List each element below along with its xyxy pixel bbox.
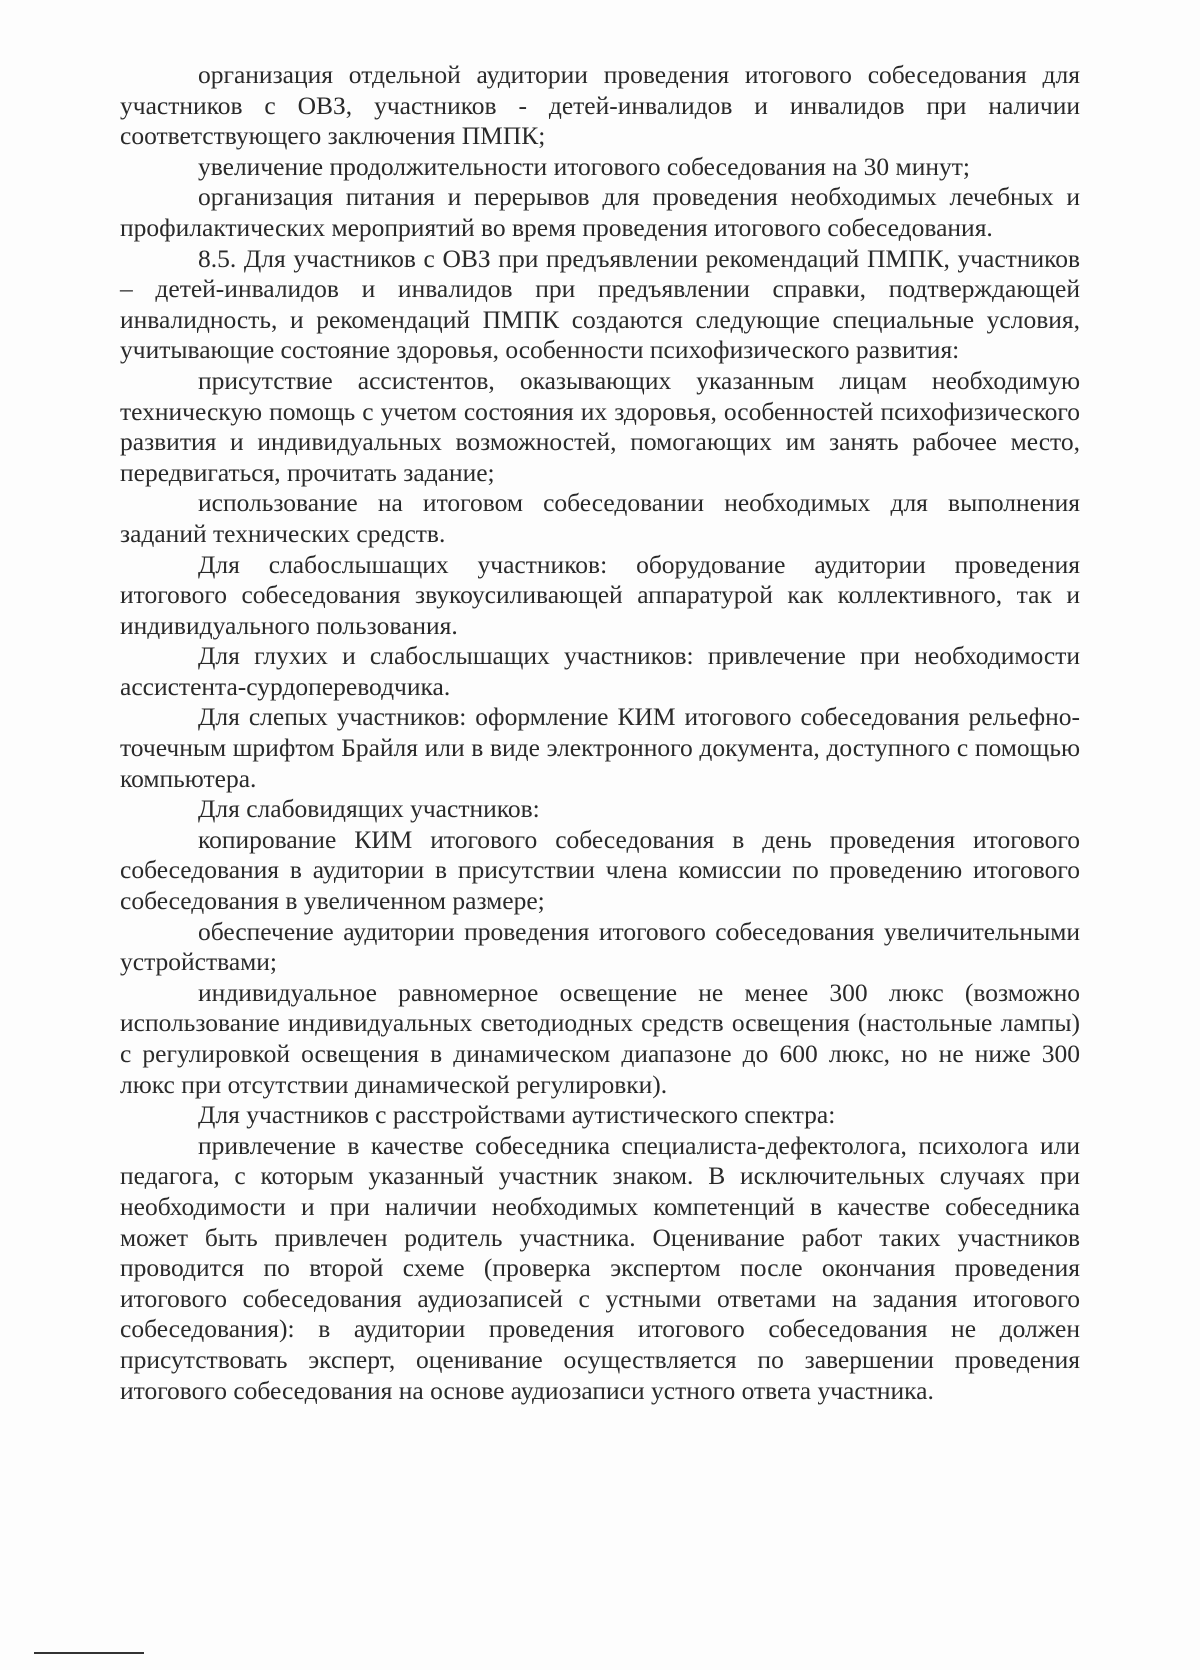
paragraph-autism-interlocutor: привлечение в качестве собеседника специалиста-дефектолога, психолога или педагога, с которым указанный участник знаком. В исключительных случаях при необходимости и при наличии необходимых компетенций в качестве собеседника может быть привлечен родитель участника. Оценивание работ таких участников проводится по второй схеме (проверка экспертом после окончания проведения итогового собеседования аудиозаписей с устными ответами на задания итогового собеседования): в аудитории проведения итогового собеседования не должен присутствовать эксперт, оценивание осуществляется по завершении проведения итогового собеседования на основе аудиозаписи устного ответа участника. xyxy=(120,1130,1080,1405)
paragraph-hard-of-hearing: Для слабослышащих участников: оборудование аудитории проведения итогового собеседования звукоусиливающей аппаратурой как коллективного, так и индивидуального пользования. xyxy=(120,549,1080,640)
paragraph-separate-room: организация отдельной аудитории проведения итогового собеседования для участников с ОВЗ, участников - детей-инвалидов и инвалидов при наличии соответствующего заключения ПМПК; xyxy=(120,60,1080,151)
paragraph-lighting: индивидуальное равномерное освещение не менее 300 люкс (возможно использование индивидуальных светодиодных средств освещения (настольные лампы) с регулировкой освещения в динамическом диапазоне до 600 люкс, но не ниже 300 люкс при отсутствии динамической регулировки). xyxy=(120,977,1080,1099)
paragraph-assistants: присутствие ассистентов, оказывающих указанным лицам необходимую техническую помощь с учетом состояния их здоровья, особенностей психофизического развития и индивидуальных возможностей, помогающих им занять рабочее место, передвигаться, прочитать задание; xyxy=(120,365,1080,487)
paragraph-technical-means: использование на итоговом собеседовании необходимых для выполнения заданий технических средств. xyxy=(120,488,1080,548)
paragraph-autism-heading: Для участников с расстройствами аутистического спектра: xyxy=(198,1100,836,1130)
paragraph-blind: Для слепых участников: оформление КИМ итогового собеседования рельефно-точечным шрифтом Брайля или в виде электронного документа, доступного с помощью компьютера. xyxy=(120,702,1080,793)
document-body xyxy=(120,60,1080,1406)
paragraph-magnifiers: обеспечение аудитории проведения итогового собеседования увеличительными устройствами; xyxy=(120,916,1080,977)
paragraph-copy-enlarged: копирование КИМ итогового собеседования в день проведения итогового собеседования в аудитории в присутствии члена комиссии по проведению итогового собеседования в увеличенном размере; xyxy=(120,824,1080,916)
paragraph-section-8-5: 8.5. Для участников с ОВЗ при предъявлении рекомендаций ПМПК, участников – детей-инвалидов и инвалидов при предъявлении справки, подтверждающей инвалидность, и рекомендаций ПМПК создаются следующие специальные условия, учитывающие состояние здоровья, особенности психофизического развития: xyxy=(120,243,1080,365)
footnote-divider xyxy=(34,1652,144,1654)
paragraph-deaf: Для глухих и слабослышащих участников: привлечение при необходимости ассистента-сурдопереводчика. xyxy=(120,641,1080,701)
paragraph-extended-time: увеличение продолжительности итогового собеседования на 30 минут; xyxy=(198,151,970,181)
paragraph-meals-breaks: организация питания и перерывов для проведения необходимых лечебных и профилактических мероприятий во время проведения итогового собеседования. xyxy=(120,182,1080,242)
paragraph-visually-impaired-heading: Для слабовидящих участников: xyxy=(198,794,540,824)
